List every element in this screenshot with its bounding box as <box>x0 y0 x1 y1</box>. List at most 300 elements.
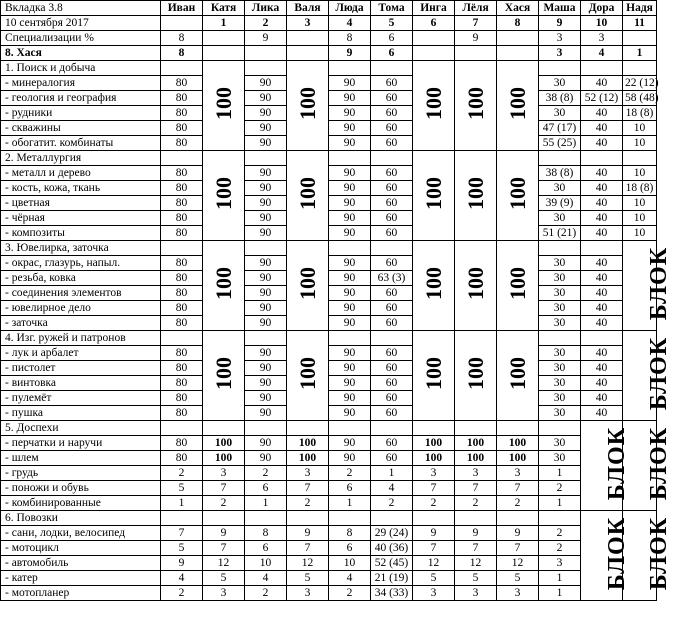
empty-cell <box>287 421 329 436</box>
merged-100-cell <box>413 61 455 151</box>
col-name: Катя <box>203 1 245 16</box>
value-cell: 90 <box>245 196 287 211</box>
row-label: - катер <box>1 571 161 586</box>
value-cell: 90 <box>329 196 371 211</box>
value-cell: 40 <box>581 271 623 286</box>
value-cell: 7 <box>413 481 455 496</box>
value-cell: 90 <box>245 121 287 136</box>
value-cell: 40 <box>581 226 623 241</box>
value-cell: 2 <box>203 496 245 511</box>
spec-cell <box>203 31 245 46</box>
value-cell: 60 <box>371 346 413 361</box>
value-cell: 90 <box>329 271 371 286</box>
value-cell: 80 <box>161 301 203 316</box>
value-cell: 2 <box>329 586 371 601</box>
tab-date: 10 сентября 2017 <box>1 16 161 31</box>
value-cell: 2 <box>287 496 329 511</box>
value-cell: 12 <box>287 556 329 571</box>
row-label: - лук и арбалет <box>1 346 161 361</box>
value-cell: 5 <box>413 571 455 586</box>
value-cell: 60 <box>371 361 413 376</box>
spec-cell <box>497 31 539 46</box>
block-cell-text: БЛОК <box>604 426 631 501</box>
spec-cell: 8 <box>329 31 371 46</box>
value-cell: 3 <box>455 586 497 601</box>
row-label: - окрас, глазурь, напыл. <box>1 256 161 271</box>
empty-cell <box>623 61 657 76</box>
value-cell: 1 <box>161 496 203 511</box>
value-cell: 5 <box>161 481 203 496</box>
value-cell: 38 (8) <box>539 166 581 181</box>
empty-cell <box>497 511 539 526</box>
specialization-label: Специализации % <box>1 31 161 46</box>
value-cell: 80 <box>161 136 203 151</box>
spec-cell: 9 <box>245 31 287 46</box>
value-cell: 80 <box>161 181 203 196</box>
col-name: Надя <box>623 1 657 16</box>
value-cell: 10 <box>623 226 657 241</box>
value-cell: 4 <box>245 571 287 586</box>
merged-100-cell <box>455 61 497 151</box>
value-cell: 58 (48) <box>623 91 657 106</box>
value-cell: 90 <box>329 76 371 91</box>
value-cell: 34 (33) <box>371 586 413 601</box>
section-title: 4. Изг. ружей и патронов <box>1 331 161 346</box>
value-cell: 30 <box>539 376 581 391</box>
row-label: - автомобиль <box>1 556 161 571</box>
row-label: - грудь <box>1 466 161 481</box>
merged-100-cell <box>287 331 329 421</box>
value-cell: 90 <box>245 346 287 361</box>
value-cell: 40 <box>581 121 623 136</box>
row-label: - металл и дерево <box>1 166 161 181</box>
hasya-cell: 8 <box>161 46 203 61</box>
tab-title: Вкладка 3.8 <box>1 1 161 16</box>
value-cell: 80 <box>161 91 203 106</box>
value-cell: 30 <box>539 181 581 196</box>
value-cell: 30 <box>539 361 581 376</box>
empty-cell <box>329 151 371 166</box>
value-cell: 90 <box>245 301 287 316</box>
value-cell: 40 <box>581 316 623 331</box>
value-cell: 2 <box>413 496 455 511</box>
value-cell: 80 <box>161 361 203 376</box>
row-label: - ювелирное дело <box>1 301 161 316</box>
value-cell: 60 <box>371 136 413 151</box>
value-cell: 10 <box>329 556 371 571</box>
merged-100-cell <box>497 331 539 421</box>
section-title: 6. Повозки <box>1 511 161 526</box>
value-cell: 90 <box>245 181 287 196</box>
col-name: Иван <box>161 1 203 16</box>
row-label: - соединения элементов <box>1 286 161 301</box>
value-cell: 7 <box>203 541 245 556</box>
value-cell: 1 <box>245 496 287 511</box>
value-cell: 90 <box>329 376 371 391</box>
col-name: Хася <box>497 1 539 16</box>
merged-100-cell-text: 100 <box>421 86 446 120</box>
value-cell: 5 <box>497 571 539 586</box>
value-cell: 90 <box>245 316 287 331</box>
empty-cell <box>623 151 657 166</box>
col-name: Люда <box>329 1 371 16</box>
value-cell: 60 <box>371 106 413 121</box>
empty-cell <box>371 511 413 526</box>
value-cell: 1 <box>539 496 581 511</box>
empty-cell <box>161 241 203 256</box>
block-cell-text: БЛОК <box>646 426 673 501</box>
value-cell: 7 <box>161 526 203 541</box>
value-cell: 90 <box>245 451 287 466</box>
empty-cell <box>245 421 287 436</box>
value-cell: 1 <box>539 571 581 586</box>
value-cell: 80 <box>161 211 203 226</box>
block-cell <box>623 331 673 421</box>
value-cell: 60 <box>371 286 413 301</box>
empty-cell <box>161 331 203 346</box>
value-cell: 2 <box>539 481 581 496</box>
merged-100-cell <box>455 331 497 421</box>
section-title: 2. Металлургия <box>1 151 161 166</box>
row-label: - перчатки и наручи <box>1 436 161 451</box>
value-cell: 80 <box>161 271 203 286</box>
value-cell: 90 <box>245 361 287 376</box>
value-cell: 10 <box>245 556 287 571</box>
col-number: 6 <box>413 16 455 31</box>
spec-cell: 8 <box>161 31 203 46</box>
value-cell: 80 <box>161 226 203 241</box>
empty-cell <box>203 421 245 436</box>
value-cell: 22 (12) <box>623 76 657 91</box>
empty-cell <box>329 241 371 256</box>
empty-cell <box>371 241 413 256</box>
value-cell: 90 <box>329 226 371 241</box>
value-cell: 60 <box>371 391 413 406</box>
value-cell: 100 <box>497 436 539 451</box>
empty-cell <box>539 331 581 346</box>
value-cell: 80 <box>161 166 203 181</box>
block-cell-text: БЛОК <box>646 246 673 321</box>
value-cell: 90 <box>245 256 287 271</box>
empty-cell <box>329 61 371 76</box>
value-cell: 90 <box>329 166 371 181</box>
value-cell: 7 <box>287 481 329 496</box>
value-cell: 3 <box>497 586 539 601</box>
value-cell: 5 <box>287 571 329 586</box>
hasya-cell <box>413 46 455 61</box>
row-label: - геология и география <box>1 91 161 106</box>
value-cell: 6 <box>329 481 371 496</box>
merged-100-cell <box>287 241 329 331</box>
hasya-cell <box>497 46 539 61</box>
empty-cell <box>539 511 581 526</box>
value-cell: 8 <box>329 526 371 541</box>
row-label: - сани, лодки, велосипед <box>1 526 161 541</box>
col-number: 11 <box>623 16 657 31</box>
col-number: 1 <box>203 16 245 31</box>
value-cell: 3 <box>413 466 455 481</box>
merged-100-cell <box>497 61 539 151</box>
value-cell: 39 (9) <box>539 196 581 211</box>
value-cell: 9 <box>287 526 329 541</box>
empty-cell <box>245 241 287 256</box>
value-cell: 60 <box>371 166 413 181</box>
value-cell: 60 <box>371 436 413 451</box>
value-cell: 2 <box>161 466 203 481</box>
spec-cell: 9 <box>455 31 497 46</box>
value-cell: 18 (8) <box>623 181 657 196</box>
value-cell: 40 <box>581 361 623 376</box>
value-cell: 100 <box>203 451 245 466</box>
empty-cell <box>245 331 287 346</box>
value-cell: 6 <box>245 481 287 496</box>
col-number: 4 <box>329 16 371 31</box>
value-cell: 1 <box>539 466 581 481</box>
empty-cell <box>455 421 497 436</box>
value-cell: 9 <box>413 526 455 541</box>
value-cell: 9 <box>203 526 245 541</box>
value-cell: 40 <box>581 301 623 316</box>
row-label: - пулемёт <box>1 391 161 406</box>
merged-100-cell-text: 100 <box>211 176 236 210</box>
value-cell: 80 <box>161 451 203 466</box>
row-label: - заточка <box>1 316 161 331</box>
value-cell: 90 <box>245 376 287 391</box>
value-cell: 90 <box>245 226 287 241</box>
value-cell: 90 <box>329 301 371 316</box>
value-cell: 90 <box>329 361 371 376</box>
merged-100-cell-text: 100 <box>295 86 320 120</box>
value-cell: 7 <box>497 541 539 556</box>
hasya-cell <box>455 46 497 61</box>
hasya-cell: 1 <box>623 46 657 61</box>
empty-cell <box>245 61 287 76</box>
value-cell: 52 (12) <box>581 91 623 106</box>
col-name: Лёля <box>455 1 497 16</box>
empty-cell <box>161 61 203 76</box>
value-cell: 2 <box>539 526 581 541</box>
value-cell: 60 <box>371 196 413 211</box>
value-cell: 30 <box>539 451 581 466</box>
value-cell: 90 <box>245 91 287 106</box>
value-cell: 3 <box>203 466 245 481</box>
value-cell: 30 <box>539 76 581 91</box>
value-cell: 3 <box>497 466 539 481</box>
value-cell: 1 <box>371 466 413 481</box>
value-cell: 3 <box>203 586 245 601</box>
merged-100-cell <box>287 151 329 241</box>
merged-100-cell <box>203 241 245 331</box>
col-name: Лика <box>245 1 287 16</box>
value-cell: 90 <box>245 166 287 181</box>
value-cell: 80 <box>161 286 203 301</box>
value-cell: 80 <box>161 391 203 406</box>
hasya-row-label: 8. Хася <box>1 46 161 61</box>
value-cell: 4 <box>161 571 203 586</box>
merged-100-cell <box>203 331 245 421</box>
value-cell: 12 <box>413 556 455 571</box>
section-title: 3. Ювелирка, заточка <box>1 241 161 256</box>
value-cell: 60 <box>371 76 413 91</box>
value-cell: 80 <box>161 256 203 271</box>
value-cell: 60 <box>371 211 413 226</box>
merged-100-cell <box>497 241 539 331</box>
spec-cell <box>287 31 329 46</box>
value-cell: 100 <box>287 436 329 451</box>
empty-cell <box>539 151 581 166</box>
merged-100-cell-text: 100 <box>505 176 530 210</box>
block-cell <box>581 421 631 511</box>
value-cell: 60 <box>371 406 413 421</box>
col-name: Инга <box>413 1 455 16</box>
row-label: - мотоцикл <box>1 541 161 556</box>
empty-cell <box>581 151 623 166</box>
empty-cell <box>329 421 371 436</box>
value-cell: 80 <box>161 406 203 421</box>
block-cell <box>623 241 673 331</box>
value-cell: 3 <box>539 556 581 571</box>
value-cell: 100 <box>497 451 539 466</box>
value-cell: 29 (24) <box>371 526 413 541</box>
value-cell: 90 <box>329 136 371 151</box>
value-cell: 80 <box>161 316 203 331</box>
value-cell: 80 <box>161 106 203 121</box>
value-cell: 18 (8) <box>623 106 657 121</box>
value-cell: 2 <box>497 496 539 511</box>
value-cell: 100 <box>455 451 497 466</box>
empty-cell <box>245 151 287 166</box>
value-cell: 90 <box>245 406 287 421</box>
value-cell: 47 (17) <box>539 121 581 136</box>
value-cell: 40 <box>581 406 623 421</box>
value-cell: 55 (25) <box>539 136 581 151</box>
row-label: - винтовка <box>1 376 161 391</box>
value-cell: 90 <box>329 211 371 226</box>
value-cell: 100 <box>413 436 455 451</box>
value-cell: 100 <box>455 436 497 451</box>
value-cell: 90 <box>329 406 371 421</box>
hasya-cell <box>203 46 245 61</box>
hasya-cell: 3 <box>539 46 581 61</box>
value-cell: 40 <box>581 256 623 271</box>
value-cell: 9 <box>455 526 497 541</box>
value-cell: 10 <box>623 121 657 136</box>
value-cell: 21 (19) <box>371 571 413 586</box>
empty-cell <box>371 331 413 346</box>
value-cell: 3 <box>287 466 329 481</box>
empty-cell <box>371 421 413 436</box>
col-name: Тома <box>371 1 413 16</box>
value-cell: 80 <box>161 436 203 451</box>
row-label: - чёрная <box>1 211 161 226</box>
value-cell: 3 <box>413 586 455 601</box>
col-number: 9 <box>539 16 581 31</box>
col-number: 8 <box>497 16 539 31</box>
row-label: - резьба, ковка <box>1 271 161 286</box>
merged-100-cell-text: 100 <box>463 356 488 390</box>
value-cell: 10 <box>623 196 657 211</box>
empty-cell <box>161 511 203 526</box>
block-cell <box>581 511 631 601</box>
value-cell: 60 <box>371 376 413 391</box>
value-cell: 10 <box>623 211 657 226</box>
value-cell: 1 <box>539 586 581 601</box>
empty-cell <box>581 331 623 346</box>
empty-cell <box>161 151 203 166</box>
value-cell: 90 <box>329 121 371 136</box>
value-cell: 7 <box>455 541 497 556</box>
merged-100-cell-text: 100 <box>211 86 236 120</box>
value-cell: 30 <box>539 346 581 361</box>
hasya-cell: 6 <box>371 46 413 61</box>
value-cell: 40 <box>581 166 623 181</box>
value-cell: 30 <box>539 316 581 331</box>
value-cell: 40 (36) <box>371 541 413 556</box>
merged-100-cell <box>203 151 245 241</box>
row-label: - кость, кожа, ткань <box>1 181 161 196</box>
empty-cell <box>581 241 623 256</box>
row-label: - рудники <box>1 106 161 121</box>
value-cell: 100 <box>203 436 245 451</box>
empty-cell <box>413 421 455 436</box>
col-number: 3 <box>287 16 329 31</box>
value-cell: 60 <box>371 451 413 466</box>
col-name: Маша <box>539 1 581 16</box>
value-cell: 60 <box>371 181 413 196</box>
value-cell: 5 <box>203 571 245 586</box>
merged-100-cell <box>455 151 497 241</box>
merged-100-cell-text: 100 <box>463 176 488 210</box>
value-cell: 7 <box>497 481 539 496</box>
block-cell-text: БЛОК <box>646 336 673 411</box>
value-cell: 40 <box>581 286 623 301</box>
merged-100-cell-text: 100 <box>295 266 320 300</box>
row-label: - комбинированные <box>1 496 161 511</box>
value-cell: 12 <box>497 556 539 571</box>
value-cell: 60 <box>371 316 413 331</box>
value-cell: 90 <box>329 181 371 196</box>
value-cell: 30 <box>539 256 581 271</box>
value-cell: 30 <box>539 271 581 286</box>
value-cell: 60 <box>371 226 413 241</box>
value-cell: 3 <box>287 586 329 601</box>
value-cell: 40 <box>581 106 623 121</box>
empty-cell <box>455 511 497 526</box>
value-cell: 60 <box>371 301 413 316</box>
empty-cell <box>497 421 539 436</box>
value-cell: 90 <box>329 391 371 406</box>
empty-cell <box>203 511 245 526</box>
spec-cell <box>623 31 657 46</box>
value-cell: 90 <box>245 106 287 121</box>
col-number: 5 <box>371 16 413 31</box>
value-cell: 7 <box>455 481 497 496</box>
merged-100-cell-text: 100 <box>463 266 488 300</box>
value-cell: 2 <box>455 496 497 511</box>
value-cell: 80 <box>161 121 203 136</box>
merged-100-cell-text: 100 <box>505 86 530 120</box>
value-cell: 10 <box>623 136 657 151</box>
value-cell: 30 <box>539 406 581 421</box>
empty-cell <box>329 331 371 346</box>
value-cell: 6 <box>329 541 371 556</box>
merged-100-cell-text: 100 <box>211 266 236 300</box>
merged-100-cell-text: 100 <box>505 356 530 390</box>
value-cell: 40 <box>581 136 623 151</box>
empty-cell <box>329 511 371 526</box>
row-label: - цветная <box>1 196 161 211</box>
value-cell: 4 <box>329 571 371 586</box>
